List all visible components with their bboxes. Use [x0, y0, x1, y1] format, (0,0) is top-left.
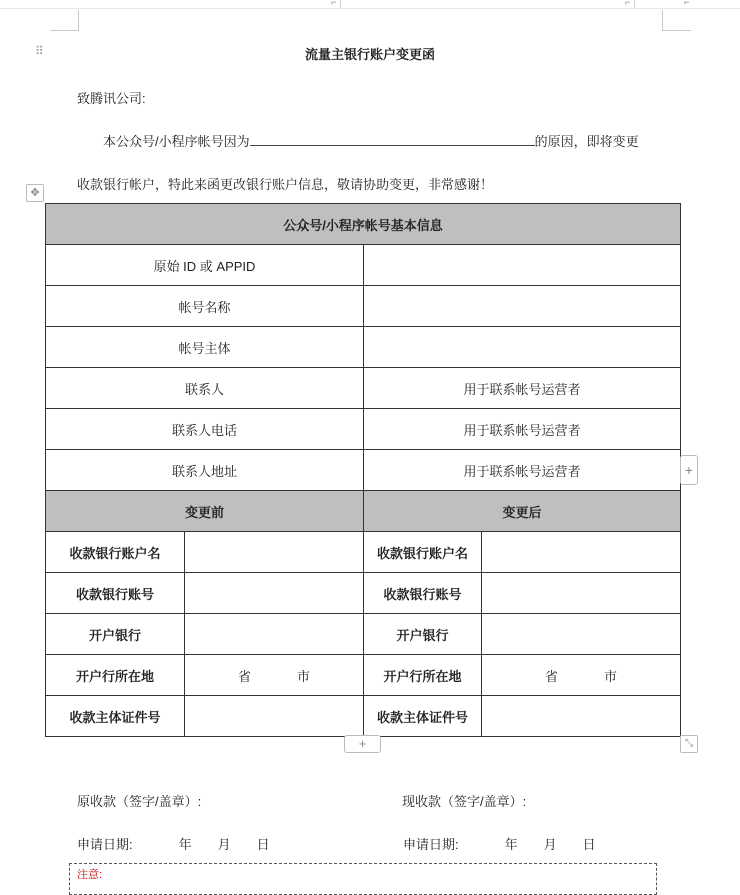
table-move-icon[interactable]: ✥ — [26, 184, 44, 202]
before-label-cell: 收款银行账号 — [46, 573, 185, 614]
corner-mark-icon: ⌐ — [331, 0, 337, 7]
after-value-cell[interactable] — [482, 573, 681, 614]
basic-label-cell: 联系人 — [46, 368, 364, 409]
page-divider-mark — [340, 0, 341, 8]
after-change-header: 变更后 — [364, 491, 681, 532]
basic-label-cell: 原始 ID 或 APPID — [46, 245, 364, 286]
basic-label-cell: 联系人地址 — [46, 450, 364, 491]
paragraph-2: 收款银行帐户，特此来函更改银行账户信息，敬请协助变更，非常感谢！ — [77, 177, 494, 192]
page-margin-corner — [662, 10, 691, 31]
before-change-header: 变更前 — [46, 491, 364, 532]
page-divider-mark — [634, 0, 635, 8]
after-label-cell: 收款主体证件号 — [364, 696, 482, 737]
info-table — [45, 203, 681, 737]
after-location-cell[interactable] — [482, 655, 681, 696]
before-value-cell[interactable] — [185, 696, 364, 737]
province-label: 省 — [544, 668, 558, 684]
month-label: 月 — [543, 837, 557, 852]
before-label-cell: 收款主体证件号 — [46, 696, 185, 737]
original-signature-label: 原收款（签字/盖章）: — [77, 794, 202, 809]
before-label-cell: 收款银行账户名 — [46, 532, 185, 573]
note-label: 注意: — [77, 869, 103, 881]
basic-value-cell[interactable]: 用于联系帐号运营者 — [364, 368, 681, 409]
city-label: 市 — [297, 668, 311, 684]
date-label: 申请日期: — [403, 837, 459, 852]
before-value-cell[interactable] — [185, 532, 364, 573]
before-label-cell: 开户银行 — [46, 614, 185, 655]
after-label-cell: 开户行所在地 — [364, 655, 482, 696]
add-column-button[interactable]: + — [680, 455, 698, 485]
salutation: 致腾讯公司: — [77, 91, 146, 106]
after-value-cell[interactable] — [482, 696, 681, 737]
day-label: 日 — [256, 837, 270, 852]
basic-value-cell[interactable] — [364, 286, 681, 327]
basic-label-cell: 联系人电话 — [46, 409, 364, 450]
basic-label-cell: 帐号主体 — [46, 327, 364, 368]
province-label: 省 — [237, 668, 251, 684]
note-box — [69, 863, 657, 895]
basic-value-cell[interactable] — [364, 245, 681, 286]
basic-value-cell[interactable]: 用于联系帐号运营者 — [364, 409, 681, 450]
corner-mark-icon: ⌐ — [625, 0, 631, 7]
page-margin-corner — [50, 10, 79, 31]
application-date-left — [77, 834, 270, 853]
table-header-basic-info: 公众号/小程序帐号基本信息 — [46, 204, 681, 245]
application-date-right — [403, 834, 596, 853]
after-value-cell[interactable] — [482, 614, 681, 655]
basic-value-cell[interactable]: 用于联系帐号运营者 — [364, 450, 681, 491]
after-label-cell: 开户银行 — [364, 614, 482, 655]
reason-blank-line[interactable] — [250, 132, 535, 146]
before-value-cell[interactable] — [185, 573, 364, 614]
after-value-cell[interactable] — [482, 532, 681, 573]
basic-value-cell[interactable] — [364, 327, 681, 368]
new-signature-label: 现收款（签字/盖章）: — [402, 794, 527, 809]
before-label-cell: 开户行所在地 — [46, 655, 185, 696]
basic-label-cell: 帐号名称 — [46, 286, 364, 327]
month-label: 月 — [217, 837, 231, 852]
before-value-cell[interactable] — [185, 614, 364, 655]
document-title: 流量主银行账户变更函 — [304, 47, 435, 62]
year-label: 年 — [504, 837, 518, 852]
date-label: 申请日期: — [77, 837, 133, 852]
year-label: 年 — [178, 837, 192, 852]
after-label-cell: 收款银行账户名 — [364, 532, 482, 573]
paragraph-1-start: 本公众号/小程序帐号因为 — [103, 134, 250, 149]
add-row-button[interactable]: + — [344, 735, 381, 753]
after-label-cell: 收款银行账号 — [364, 573, 482, 614]
city-label: 市 — [604, 668, 618, 684]
day-label: 日 — [582, 837, 596, 852]
resize-table-icon[interactable]: ⤡ — [680, 735, 698, 753]
paragraph-1 — [103, 131, 639, 150]
drag-handle-icon[interactable]: ⠿ — [35, 44, 45, 58]
before-location-cell[interactable] — [185, 655, 364, 696]
paragraph-1-end: 的原因，即将变更 — [534, 134, 639, 149]
corner-mark-icon: ⌐ — [684, 0, 690, 7]
